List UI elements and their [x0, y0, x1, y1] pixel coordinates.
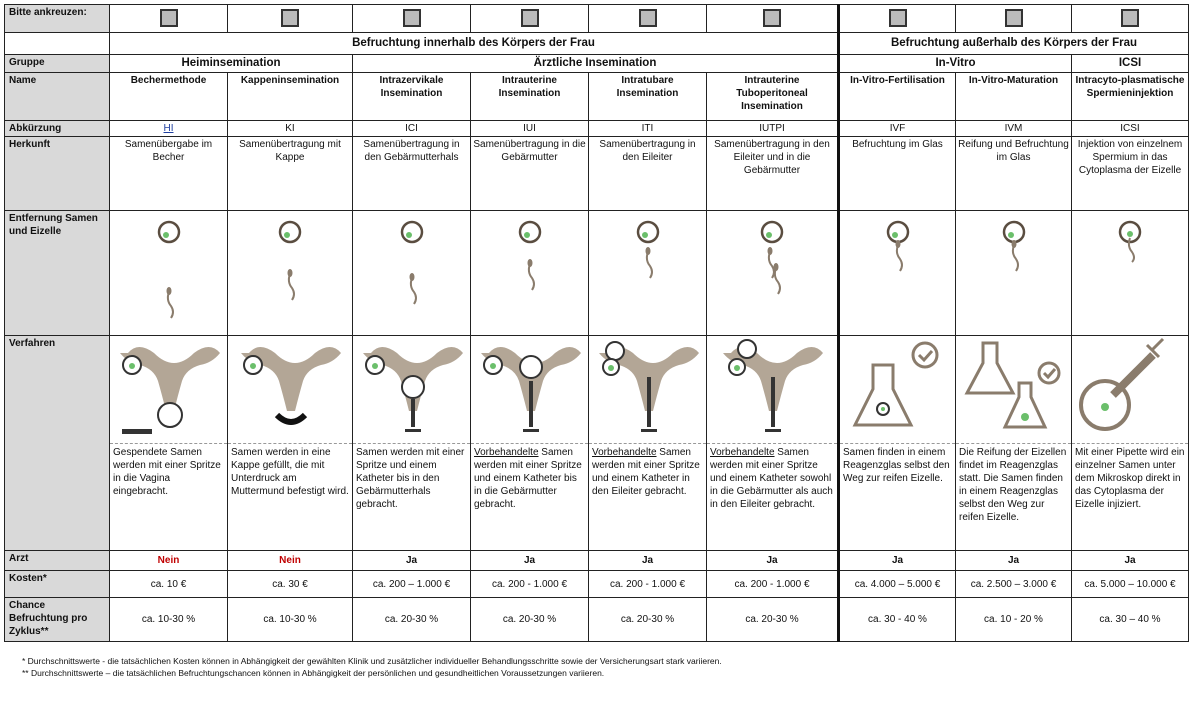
name-ki: Kappeninsemination: [228, 73, 353, 121]
egg-sperm-close-icon: [974, 212, 1054, 322]
group-inside: Befruchtung innerhalb des Körpers der Frau: [110, 33, 839, 55]
arzt-ivm: Ja: [956, 551, 1072, 571]
kosten-ivf: ca. 4.000 – 5.000 €: [839, 571, 956, 598]
group-invitro: In-Vitro: [839, 55, 1072, 73]
name-icsi: Intracyto-plasmatische Spermieninjektion: [1072, 73, 1189, 121]
top-group-row: [5, 33, 1189, 55]
chance-hi: ca. 10-30 %: [110, 598, 228, 642]
origin-ici: Samenübertragung in den Gebärmutterhals: [353, 137, 471, 211]
distance-row: [5, 211, 1189, 336]
kosten-iutpi: ca. 200 - 1.000 €: [707, 571, 839, 598]
origin-icsi: Injektion von einzelnem Spermium in das Cytoplasma der Eizelle: [1072, 137, 1189, 211]
syringe-injection-illustration: [1075, 337, 1185, 437]
egg-sperm-close-icon: [858, 212, 938, 322]
desc-ivf: Samen finden in einem Reagenzglas selbst den Weg zur reifen Eizelle.: [839, 444, 956, 551]
kosten-iti: ca. 200 - 1.000 €: [589, 571, 707, 598]
comparison-table-container: [4, 4, 1189, 642]
kosten-ki: ca. 30 €: [228, 571, 353, 598]
group-aerztlich: Ärztliche Insemination: [353, 55, 839, 73]
kosten-hi: ca. 10 €: [110, 571, 228, 598]
group-outside: Befruchtung außerhalb des Körpers der Frau: [839, 33, 1189, 55]
label-chance: Chance Befruchtung pro Zyklus**: [5, 598, 110, 642]
procedure-image-row: [5, 336, 1189, 444]
checkbox-ivf[interactable]: [889, 9, 907, 27]
origin-iui: Samenübertragung in die Gebärmutter: [471, 137, 589, 211]
chance-iui: ca. 20-30 %: [471, 598, 589, 642]
uterus-cervix-illustration: [357, 337, 467, 437]
desc-ici: Samen werden mit einer Spritze und einem Katheter bis in den Gebärmutterhals gebracht.: [353, 444, 471, 551]
origin-hi: Samenübergabe im Becher: [110, 137, 228, 211]
abbr-iti: ITI: [589, 121, 707, 137]
footnote-costs: * Durchschnittswerte - die tatsächlichen Kosten können in Abhängigkeit der gewählten Klinik und zusätzlicher individueller Behandlungsschritte sowie der Versicherungsart stark variieren.: [22, 656, 722, 666]
name-iui: Intrauterine Insemination: [471, 73, 589, 121]
name-ivf: In-Vitro-Fertilisation: [839, 73, 956, 121]
kosten-ici: ca. 200 – 1.000 €: [353, 571, 471, 598]
origin-row: [5, 137, 1189, 211]
checkbox-icsi[interactable]: [1121, 9, 1139, 27]
kosten-ivm: ca. 2.500 – 3.000 €: [956, 571, 1072, 598]
checkbox-ivm[interactable]: [1005, 9, 1023, 27]
label-name: Name: [5, 73, 110, 121]
uterus-tuboperitoneal-illustration: [717, 337, 827, 437]
name-iti: Intratubare Insemination: [589, 73, 707, 121]
origin-ki: Samenübertragung mit Kappe: [228, 137, 353, 211]
arzt-ivf: Ja: [839, 551, 956, 571]
abbr-ici: ICI: [353, 121, 471, 137]
desc-iutpi: Vorbehandelte Samen werden mit einer Spritze und einem Katheter sowohl in die Gebärmutter als auch in den Eileiter gebracht.: [707, 444, 839, 551]
label-herkunft: Herkunft: [5, 137, 110, 211]
label-abk: Abkürzung: [5, 121, 110, 137]
name-iutpi: Intrauterine Tuboperitoneal Insemination: [707, 73, 839, 121]
chance-ki: ca. 10-30 %: [228, 598, 353, 642]
chance-iutpi: ca. 20-30 %: [707, 598, 839, 642]
arzt-ici: Ja: [353, 551, 471, 571]
origin-iti: Samenübertragung in den Eileiter: [589, 137, 707, 211]
kosten-row: [5, 571, 1189, 598]
chance-icsi: ca. 30 – 40 %: [1072, 598, 1189, 642]
group-icsi: ICSI: [1072, 55, 1189, 73]
group-row: [5, 55, 1189, 73]
checkbox-iutpi[interactable]: [763, 9, 781, 27]
group-heim: Heiminsemination: [110, 55, 353, 73]
origin-ivm: Reifung und Befruchtung im Glas: [956, 137, 1072, 211]
abbr-hi[interactable]: HI: [110, 121, 228, 137]
uterus-intratubal-illustration: [593, 337, 703, 437]
kosten-icsi: ca. 5.000 – 10.000 €: [1072, 571, 1189, 598]
abbr-iui: IUI: [471, 121, 589, 137]
comparison-table: [4, 4, 1189, 642]
arzt-hi: Nein: [110, 551, 228, 571]
chance-ivm: ca. 10 - 20 %: [956, 598, 1072, 642]
uterus-intrauterine-illustration: [475, 337, 585, 437]
egg-sperm-far-icon: [250, 212, 330, 322]
egg-sperm-far-icon: [129, 212, 209, 322]
name-ivm: In-Vitro-Maturation: [956, 73, 1072, 121]
procedure-text-row: [5, 444, 1189, 551]
checkbox-row: [5, 5, 1189, 33]
desc-icsi: Mit einer Pipette wird ein einzelner Samen unter dem Mikroskop direkt in das Cytoplasma der Eizelle injiziert.: [1072, 444, 1189, 551]
abbr-ivf: IVF: [839, 121, 956, 137]
checkbox-iti[interactable]: [639, 9, 657, 27]
arzt-iti: Ja: [589, 551, 707, 571]
abbr-ki: KI: [228, 121, 353, 137]
egg-sperm-inside-icon: [1090, 212, 1170, 322]
desc-iti: Vorbehandelte Samen werden mit einer Spritze und einem Katheter in den Eileiter gebracht.: [589, 444, 707, 551]
desc-hi: Gespendete Samen werden mit einer Spritze in die Vagina eingebracht.: [110, 444, 228, 551]
checkbox-ici[interactable]: [403, 9, 421, 27]
origin-ivf: Befruchtung im Glas: [839, 137, 956, 211]
footnote-chances: ** Durchschnittswerte – die tatsächlichen Befruchtungschancen können in Abhängigkeit der persönlichen und gesundheitlichen Voraussetzungen variieren.: [22, 668, 605, 678]
chance-row: [5, 598, 1189, 642]
chance-ivf: ca. 30 - 40 %: [839, 598, 956, 642]
egg-sperm-two-icon: [732, 212, 812, 322]
abbr-icsi: ICSI: [1072, 121, 1189, 137]
abbr-row: [5, 121, 1189, 137]
desc-iui: Vorbehandelte Samen werden mit einer Spritze und einem Katheter bis in die Gebärmutter gebracht.: [471, 444, 589, 551]
egg-sperm-near-icon: [608, 212, 688, 322]
arzt-icsi: Ja: [1072, 551, 1189, 571]
uterus-cap-illustration: [235, 337, 345, 437]
flask-illustration: [843, 337, 953, 437]
arzt-iui: Ja: [471, 551, 589, 571]
label-check: Bitte ankreuzen:: [5, 5, 110, 33]
origin-iutpi: Samenübertragung in den Eileiter und in die Gebärmutter: [707, 137, 839, 211]
name-ici: Intrazervikale Insemination: [353, 73, 471, 121]
name-hi: Bechermethode: [110, 73, 228, 121]
arzt-ki: Nein: [228, 551, 353, 571]
desc-ki: Samen werden in eine Kappe gefüllt, die mit Unterdruck am Muttermund befestigt wird.: [228, 444, 353, 551]
arzt-iutpi: Ja: [707, 551, 839, 571]
label-kosten: Kosten*: [5, 571, 110, 598]
checkbox-ki[interactable]: [281, 9, 299, 27]
kosten-iui: ca. 200 - 1.000 €: [471, 571, 589, 598]
checkbox-iui[interactable]: [521, 9, 539, 27]
arzt-row: [5, 551, 1189, 571]
desc-ivm: Die Reifung der Eizellen findet im Reagenzglas statt. Die Samen finden in einem Reagenzglas selbst den Weg zur reifen Eizelle.: [956, 444, 1072, 551]
egg-sperm-medium-icon: [490, 212, 570, 322]
chance-ici: ca. 20-30 %: [353, 598, 471, 642]
egg-sperm-medium-icon: [372, 212, 452, 322]
label-verfahren: Verfahren: [5, 336, 110, 551]
flasks-illustration: [959, 337, 1069, 437]
label-gruppe: Gruppe: [5, 55, 110, 73]
abbr-iutpi: IUTPI: [707, 121, 839, 137]
abbr-ivm: IVM: [956, 121, 1072, 137]
checkbox-hi[interactable]: [160, 9, 178, 27]
label-entfernung: Entfernung Samen und Eizelle: [5, 211, 110, 336]
uterus-cup-illustration: [114, 337, 224, 437]
chance-iti: ca. 20-30 %: [589, 598, 707, 642]
name-row: [5, 73, 1189, 121]
label-arzt: Arzt: [5, 551, 110, 571]
